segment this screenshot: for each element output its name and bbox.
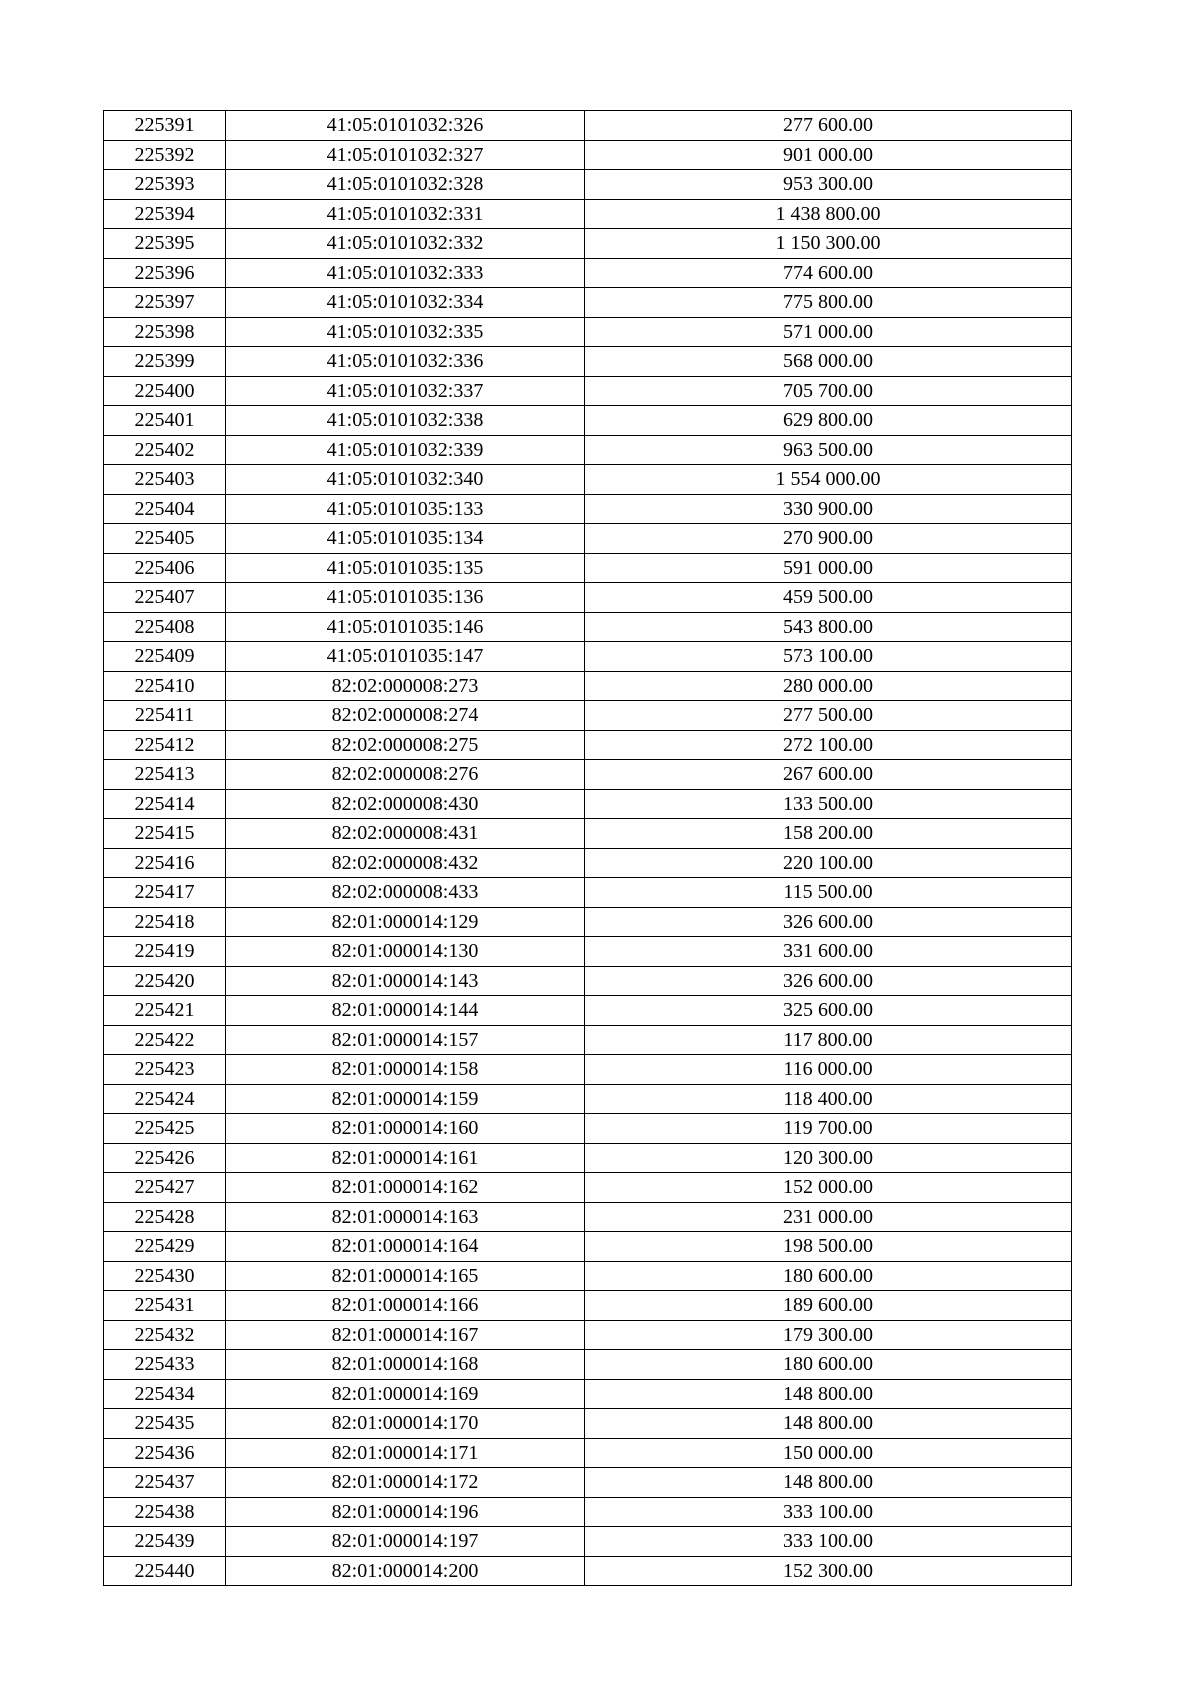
cadastral-value-cell: 189 600.00 [585,1291,1072,1321]
table-row [104,435,1072,465]
table-row [104,1350,1072,1380]
table-row [104,1232,1072,1262]
cadastral-value-cell: 591 000.00 [585,553,1072,583]
cadastral-value-cell: 270 900.00 [585,524,1072,554]
row-number-cell: 225411 [104,701,226,731]
row-number-cell: 225394 [104,199,226,229]
cadastral-value-cell: 963 500.00 [585,435,1072,465]
row-number-cell: 225425 [104,1114,226,1144]
table-row [104,1497,1072,1527]
cadastral-number-cell: 82:01:000014:158 [226,1055,585,1085]
row-number-cell: 225401 [104,406,226,436]
cadastral-number-cell: 82:01:000014:165 [226,1261,585,1291]
cadastral-number-cell: 82:01:000014:168 [226,1350,585,1380]
row-number-cell: 225418 [104,907,226,937]
cadastral-value-cell: 277 500.00 [585,701,1072,731]
table-row [104,1291,1072,1321]
row-number-cell: 225434 [104,1379,226,1409]
cadastral-number-cell: 82:02:000008:431 [226,819,585,849]
row-number-cell: 225431 [104,1291,226,1321]
cadastral-number-cell: 82:01:000014:161 [226,1143,585,1173]
table-row [104,1173,1072,1203]
cadastral-value-cell: 277 600.00 [585,111,1072,141]
table-row [104,229,1072,259]
row-number-cell: 225404 [104,494,226,524]
row-number-cell: 225405 [104,524,226,554]
table-row [104,1055,1072,1085]
cadastral-number-cell: 41:05:0101032:327 [226,140,585,170]
table-row [104,789,1072,819]
cadastral-value-cell: 775 800.00 [585,288,1072,318]
table-row [104,878,1072,908]
cadastral-number-cell: 41:05:0101035:133 [226,494,585,524]
row-number-cell: 225439 [104,1527,226,1557]
cadastral-value-cell: 333 100.00 [585,1527,1072,1557]
row-number-cell: 225395 [104,229,226,259]
table-row [104,1143,1072,1173]
row-number-cell: 225412 [104,730,226,760]
cadastral-value-cell: 1 438 800.00 [585,199,1072,229]
cadastral-value-cell: 198 500.00 [585,1232,1072,1262]
cadastral-value-cell: 326 600.00 [585,966,1072,996]
table-row [104,111,1072,141]
cadastral-value-cell: 629 800.00 [585,406,1072,436]
table-row [104,1556,1072,1586]
cadastral-value-cell: 1 150 300.00 [585,229,1072,259]
cadastral-number-cell: 41:05:0101032:328 [226,170,585,200]
table-row [104,1409,1072,1439]
table-row [104,140,1072,170]
cadastral-value-cell: 330 900.00 [585,494,1072,524]
cadastral-number-cell: 82:01:000014:162 [226,1173,585,1203]
row-number-cell: 225399 [104,347,226,377]
table-row [104,701,1072,731]
table-row [104,760,1072,790]
cadastral-number-cell: 82:01:000014:169 [226,1379,585,1409]
row-number-cell: 225409 [104,642,226,672]
cadastral-number-cell: 82:01:000014:163 [226,1202,585,1232]
cadastral-number-cell: 82:01:000014:172 [226,1468,585,1498]
row-number-cell: 225420 [104,966,226,996]
table-row [104,1379,1072,1409]
cadastral-number-cell: 82:02:000008:276 [226,760,585,790]
table-row [104,524,1072,554]
cadastral-number-cell: 41:05:0101035:146 [226,612,585,642]
cadastral-number-cell: 41:05:0101032:336 [226,347,585,377]
cadastral-number-cell: 82:02:000008:274 [226,701,585,731]
cadastral-value-cell: 179 300.00 [585,1320,1072,1350]
cadastral-value-cell: 133 500.00 [585,789,1072,819]
row-number-cell: 225391 [104,111,226,141]
cadastral-number-cell: 82:02:000008:273 [226,671,585,701]
cadastral-number-cell: 82:02:000008:432 [226,848,585,878]
table-row [104,406,1072,436]
cadastral-number-cell: 41:05:0101035:134 [226,524,585,554]
cadastral-value-cell: 1 554 000.00 [585,465,1072,495]
row-number-cell: 225408 [104,612,226,642]
cadastral-number-cell: 82:02:000008:275 [226,730,585,760]
cadastral-number-cell: 82:01:000014:130 [226,937,585,967]
row-number-cell: 225423 [104,1055,226,1085]
row-number-cell: 225410 [104,671,226,701]
row-number-cell: 225393 [104,170,226,200]
cadastral-number-cell: 41:05:0101032:338 [226,406,585,436]
cadastral-number-cell: 82:02:000008:430 [226,789,585,819]
cadastral-value-cell: 272 100.00 [585,730,1072,760]
cadastral-value-cell: 267 600.00 [585,760,1072,790]
cadastral-value-cell: 119 700.00 [585,1114,1072,1144]
cadastral-number-cell: 82:01:000014:200 [226,1556,585,1586]
cadastral-value-cell: 152 000.00 [585,1173,1072,1203]
table-row [104,1527,1072,1557]
row-number-cell: 225428 [104,1202,226,1232]
row-number-cell: 225440 [104,1556,226,1586]
cadastral-number-cell: 82:01:000014:167 [226,1320,585,1350]
cadastral-number-cell: 41:05:0101035:136 [226,583,585,613]
cadastral-number-cell: 82:01:000014:159 [226,1084,585,1114]
cadastral-number-cell: 41:05:0101032:331 [226,199,585,229]
table-row [104,199,1072,229]
cadastral-value-cell: 180 600.00 [585,1350,1072,1380]
table-row [104,465,1072,495]
cadastral-number-cell: 41:05:0101032:326 [226,111,585,141]
table-row [104,1084,1072,1114]
row-number-cell: 225398 [104,317,226,347]
table-body [104,111,1072,1586]
row-number-cell: 225424 [104,1084,226,1114]
row-number-cell: 225432 [104,1320,226,1350]
cadastral-value-cell: 152 300.00 [585,1556,1072,1586]
cadastral-value-cell: 180 600.00 [585,1261,1072,1291]
cadastral-value-cell: 953 300.00 [585,170,1072,200]
row-number-cell: 225421 [104,996,226,1026]
row-number-cell: 225419 [104,937,226,967]
cadastral-value-cell: 148 800.00 [585,1379,1072,1409]
table-row [104,1261,1072,1291]
row-number-cell: 225406 [104,553,226,583]
table-row [104,583,1072,613]
cadastral-number-cell: 82:01:000014:164 [226,1232,585,1262]
table-row [104,907,1072,937]
row-number-cell: 225417 [104,878,226,908]
table-row [104,288,1072,318]
row-number-cell: 225438 [104,1497,226,1527]
row-number-cell: 225429 [104,1232,226,1262]
cadastral-value-cell: 571 000.00 [585,317,1072,347]
cadastral-number-cell: 82:01:000014:166 [226,1291,585,1321]
cadastral-value-cell: 543 800.00 [585,612,1072,642]
table-row [104,258,1072,288]
row-number-cell: 225433 [104,1350,226,1380]
cadastral-number-cell: 41:05:0101032:335 [226,317,585,347]
table-row [104,937,1072,967]
cadastral-value-cell: 158 200.00 [585,819,1072,849]
cadastral-value-cell: 459 500.00 [585,583,1072,613]
table-row [104,170,1072,200]
row-number-cell: 225422 [104,1025,226,1055]
row-number-cell: 225413 [104,760,226,790]
row-number-cell: 225400 [104,376,226,406]
table-row [104,1320,1072,1350]
row-number-cell: 225426 [104,1143,226,1173]
cadastral-value-table [103,110,1072,1586]
cadastral-value-cell: 116 000.00 [585,1055,1072,1085]
row-number-cell: 225437 [104,1468,226,1498]
cadastral-number-cell: 82:01:000014:129 [226,907,585,937]
row-number-cell: 225396 [104,258,226,288]
cadastral-value-cell: 220 100.00 [585,848,1072,878]
table-row [104,612,1072,642]
row-number-cell: 225402 [104,435,226,465]
cadastral-value-cell: 326 600.00 [585,907,1072,937]
table-row [104,996,1072,1026]
row-number-cell: 225435 [104,1409,226,1439]
cadastral-number-cell: 41:05:0101032:337 [226,376,585,406]
cadastral-value-cell: 774 600.00 [585,258,1072,288]
row-number-cell: 225403 [104,465,226,495]
cadastral-number-cell: 82:01:000014:143 [226,966,585,996]
table-row [104,317,1072,347]
cadastral-number-cell: 41:05:0101032:334 [226,288,585,318]
cadastral-number-cell: 41:05:0101032:340 [226,465,585,495]
cadastral-number-cell: 82:01:000014:157 [226,1025,585,1055]
table-row [104,819,1072,849]
table-row [104,966,1072,996]
cadastral-value-cell: 120 300.00 [585,1143,1072,1173]
cadastral-value-cell: 333 100.00 [585,1497,1072,1527]
table-row [104,1468,1072,1498]
table-row [104,671,1072,701]
row-number-cell: 225436 [104,1438,226,1468]
cadastral-number-cell: 41:05:0101035:135 [226,553,585,583]
table-row [104,347,1072,377]
cadastral-value-cell: 325 600.00 [585,996,1072,1026]
table-row [104,1025,1072,1055]
table-row [104,730,1072,760]
table-row [104,553,1072,583]
table-row [104,376,1072,406]
cadastral-value-cell: 573 100.00 [585,642,1072,672]
cadastral-value-cell: 568 000.00 [585,347,1072,377]
cadastral-value-cell: 705 700.00 [585,376,1072,406]
cadastral-number-cell: 82:01:000014:171 [226,1438,585,1468]
cadastral-value-cell: 148 800.00 [585,1409,1072,1439]
cadastral-number-cell: 82:01:000014:160 [226,1114,585,1144]
cadastral-number-cell: 41:05:0101035:147 [226,642,585,672]
cadastral-value-cell: 331 600.00 [585,937,1072,967]
cadastral-number-cell: 41:05:0101032:339 [226,435,585,465]
cadastral-number-cell: 82:01:000014:196 [226,1497,585,1527]
table-row [104,642,1072,672]
row-number-cell: 225397 [104,288,226,318]
table-row [104,1438,1072,1468]
row-number-cell: 225414 [104,789,226,819]
row-number-cell: 225430 [104,1261,226,1291]
row-number-cell: 225392 [104,140,226,170]
table-row [104,494,1072,524]
cadastral-value-cell: 118 400.00 [585,1084,1072,1114]
table-row [104,1114,1072,1144]
cadastral-number-cell: 82:02:000008:433 [226,878,585,908]
table-row [104,848,1072,878]
row-number-cell: 225416 [104,848,226,878]
cadastral-value-cell: 150 000.00 [585,1438,1072,1468]
cadastral-number-cell: 82:01:000014:197 [226,1527,585,1557]
cadastral-value-cell: 901 000.00 [585,140,1072,170]
cadastral-value-cell: 280 000.00 [585,671,1072,701]
row-number-cell: 225427 [104,1173,226,1203]
cadastral-value-cell: 115 500.00 [585,878,1072,908]
row-number-cell: 225415 [104,819,226,849]
cadastral-number-cell: 82:01:000014:170 [226,1409,585,1439]
cadastral-value-cell: 148 800.00 [585,1468,1072,1498]
cadastral-number-cell: 41:05:0101032:332 [226,229,585,259]
row-number-cell: 225407 [104,583,226,613]
cadastral-number-cell: 41:05:0101032:333 [226,258,585,288]
cadastral-value-cell: 231 000.00 [585,1202,1072,1232]
cadastral-value-cell: 117 800.00 [585,1025,1072,1055]
cadastral-number-cell: 82:01:000014:144 [226,996,585,1026]
table-row [104,1202,1072,1232]
